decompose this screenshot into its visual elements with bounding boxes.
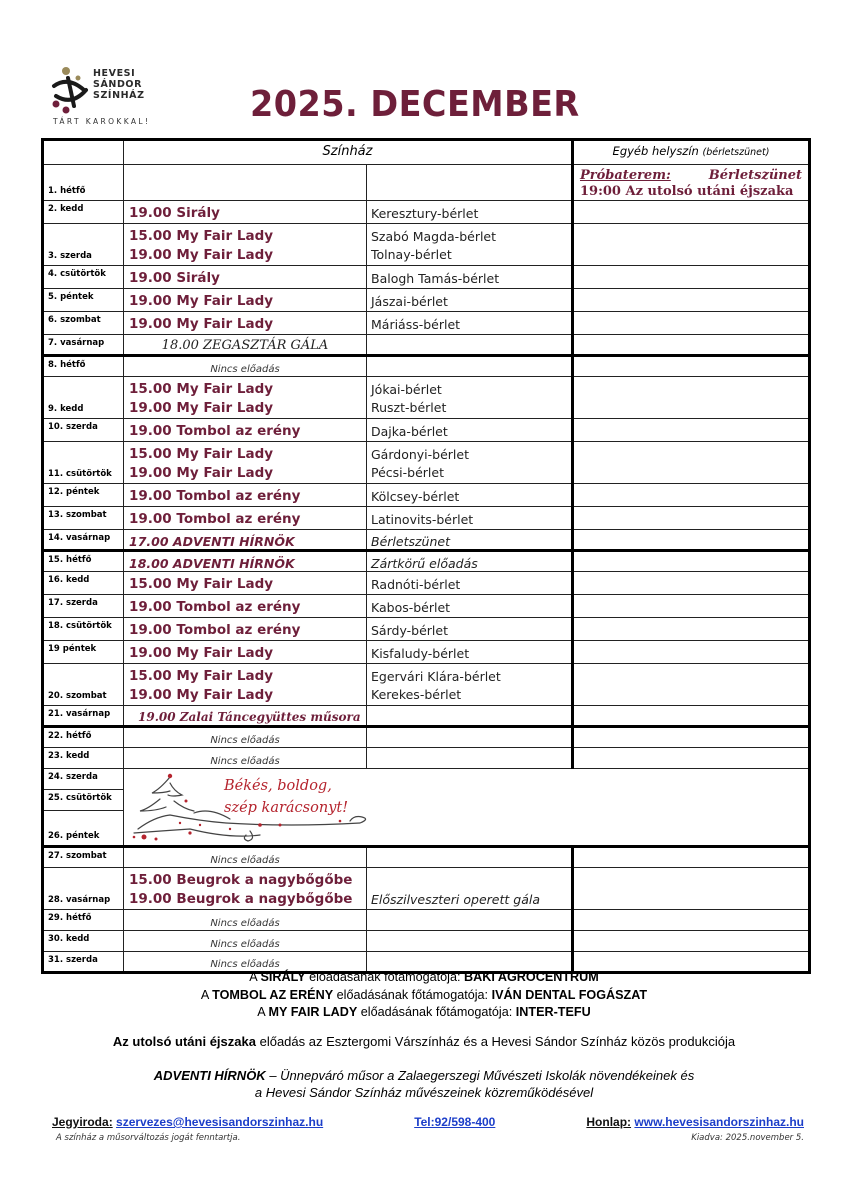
sponsor-line <box>13 986 836 1004</box>
day-cell <box>43 868 124 910</box>
greeting-line: szép karácsonyt! <box>224 800 349 816</box>
day-cell <box>43 706 124 727</box>
schedule-table <box>41 138 811 974</box>
greeting-line: Békés, boldog, <box>224 778 332 794</box>
show-title: 15.00 My Fair Lady <box>129 228 274 244</box>
pass-cell <box>367 266 573 289</box>
show-title: 19.00 Sirály <box>129 270 220 286</box>
other-venue-cell <box>573 706 810 727</box>
show-title: 19.00 Beugrok a nagybőgőbe <box>129 891 353 907</box>
table-header-row <box>43 140 810 165</box>
day-label: 14. vasárnap <box>48 533 111 543</box>
day-label: 2. kedd <box>48 204 84 214</box>
sponsor-prefix: A <box>249 969 257 984</box>
pass-cell <box>367 641 573 664</box>
box-office-label: Jegyiroda: <box>52 1115 113 1129</box>
day-label: 24. szerda <box>48 772 98 782</box>
show-cell <box>124 484 367 507</box>
pass-cell <box>367 224 573 266</box>
show-title: 19.00 My Fair Lady <box>129 247 274 263</box>
season-pass: Előszilveszteri operett gála <box>371 892 540 907</box>
season-pass: Jászai-bérlet <box>371 294 448 309</box>
sponsor-show: SIRÁLY <box>260 969 306 984</box>
table-row <box>43 266 810 289</box>
season-pass: Kerekes-bérlet <box>371 687 462 702</box>
show-title: 19.00 My Fair Lady <box>129 687 274 703</box>
show-title: 19.00 My Fair Lady <box>129 316 274 332</box>
show-title: 19.00 Tombol az erény <box>129 599 301 615</box>
pass-cell <box>367 530 573 551</box>
show-title: 19.00 My Fair Lady <box>129 293 274 309</box>
pass-cell <box>367 595 573 618</box>
other-venue-cell <box>573 484 810 507</box>
pass-cell <box>367 572 573 595</box>
table-row <box>43 419 810 442</box>
show-title: 15.00 Beugrok a nagybőgőbe <box>129 872 353 888</box>
show-cell <box>124 266 367 289</box>
show-cell <box>124 530 367 551</box>
show-cell <box>124 618 367 641</box>
season-pass: Tolnay-bérlet <box>371 247 452 262</box>
day-cell <box>43 910 124 931</box>
table-row <box>43 868 810 910</box>
show-cell <box>124 507 367 530</box>
day-label: 13. szombat <box>48 510 107 520</box>
other-venue-cell <box>573 664 810 706</box>
coproduction-note <box>0 1034 848 1049</box>
day-cell <box>43 224 124 266</box>
header-day-cell <box>43 140 124 165</box>
table-row <box>43 595 810 618</box>
other-venue-cell <box>573 641 810 664</box>
other-venue-cell <box>573 335 810 356</box>
day-label: 21. vasárnap <box>48 709 111 719</box>
sponsor-prefix: A <box>200 986 209 1002</box>
show-title: 17.00 ADVENTI HÍRNÖK <box>129 534 295 549</box>
logo-name <box>93 68 145 101</box>
pass-cell <box>367 312 573 335</box>
sponsor-mid: előadásának főtámogatója: <box>336 986 489 1002</box>
pass-cell <box>367 931 573 952</box>
other-venue-cell <box>573 572 810 595</box>
other-venue-cell <box>573 618 810 641</box>
table-row <box>43 530 810 551</box>
other-venue-cell <box>573 931 810 952</box>
day-cell <box>43 931 124 952</box>
show-title: 18.00 ZEGASZTÁR GÁLA <box>161 338 329 353</box>
other-venue-cell <box>573 165 810 201</box>
pass-cell <box>367 289 573 312</box>
sponsor-line <box>13 968 836 986</box>
day-label: 29. hétfő <box>48 913 92 923</box>
day-label: 26. péntek <box>48 831 100 841</box>
no-show-label: Nincs előadás <box>210 364 280 375</box>
show-title: 19.00 Tombol az erény <box>129 488 301 504</box>
table-row <box>43 727 810 748</box>
website-link[interactable]: www.hevesisandorszinhaz.hu <box>634 1115 804 1129</box>
footer-disclaimer: A színház a műsorváltozás jogát fenntartja. <box>56 1133 241 1143</box>
sponsor-name: INTER-TEFU <box>515 1004 591 1019</box>
day-cell <box>43 769 124 790</box>
web-label: Honlap: <box>586 1115 632 1129</box>
show-title: 15.00 My Fair Lady <box>129 576 274 592</box>
day-cell <box>43 618 124 641</box>
show-cell <box>124 289 367 312</box>
day-label: 6. szombat <box>48 315 101 325</box>
header-theatre: Színház <box>124 140 573 165</box>
day-label: 16. kedd <box>48 575 90 585</box>
pass-cell <box>367 727 573 748</box>
day-label: 7. vasárnap <box>48 338 105 348</box>
email-link[interactable]: szervezes@hevesisandorszinhaz.hu <box>116 1115 324 1129</box>
day-cell <box>43 377 124 419</box>
table-row <box>43 507 810 530</box>
logo-name-line: SZÍNHÁZ <box>93 90 145 101</box>
day-cell <box>43 847 124 868</box>
season-pass: Latinovits-bérlet <box>371 512 474 527</box>
day-label: 18. csütörtök <box>48 621 112 631</box>
day-label: 30. kedd <box>48 934 90 944</box>
other-venue-cell <box>573 847 810 868</box>
day-cell <box>43 201 124 224</box>
season-pass: Szabó Magda-bérlet <box>371 229 497 244</box>
other-venue-cell <box>573 748 810 769</box>
sponsor-mid: előadásának főtámogatója: <box>309 969 461 984</box>
other-venue-cell <box>573 419 810 442</box>
show-cell <box>124 910 367 931</box>
show-cell <box>124 572 367 595</box>
show-cell <box>124 356 367 377</box>
show-cell <box>124 312 367 335</box>
sponsor-name: IVÁN DENTAL FOGÁSZAT <box>491 986 648 1002</box>
season-pass: Máriáss-bérlet <box>371 317 461 332</box>
day-cell <box>43 595 124 618</box>
advent-note <box>0 1067 848 1101</box>
show-cell <box>124 419 367 442</box>
christmas-greeting <box>224 775 348 819</box>
show-title: 19.00 Sirály <box>129 205 220 221</box>
show-cell <box>124 847 367 868</box>
day-cell <box>43 664 124 706</box>
show-cell <box>124 335 367 356</box>
table-row <box>43 706 810 727</box>
show-title: 19.00 My Fair Lady <box>129 645 274 661</box>
pass-cell <box>367 910 573 931</box>
day-label: 27. szombat <box>48 851 107 861</box>
table-row <box>43 377 810 419</box>
no-show-label: Nincs előadás <box>210 735 280 746</box>
season-pass: Keresztury-bérlet <box>371 206 479 221</box>
day-cell <box>43 356 124 377</box>
season-pass: Kölcsey-bérlet <box>371 489 460 504</box>
show-cell <box>124 201 367 224</box>
show-cell <box>124 224 367 266</box>
pass-cell <box>367 551 573 572</box>
other-venue-cell <box>573 595 810 618</box>
season-pass: Balogh Tamás-bérlet <box>371 271 500 286</box>
day-label: 11. csütörtök <box>48 469 112 479</box>
advent-title: ADVENTI HÍRNÖK <box>153 1068 266 1083</box>
day-label: 9. kedd <box>48 404 84 414</box>
season-pass: Gárdonyi-bérlet <box>371 447 469 462</box>
table-row <box>43 769 810 790</box>
logo-tagline: TÁRT KAROKKAL! <box>53 117 151 126</box>
day-label: 8. hétfő <box>48 360 86 370</box>
day-label: 31. szerda <box>48 955 98 965</box>
show-title: 15.00 My Fair Lady <box>129 381 274 397</box>
day-cell <box>43 727 124 748</box>
table-row <box>43 551 810 572</box>
logo-name-line: SÁNDOR <box>93 79 143 90</box>
day-cell <box>43 165 124 201</box>
day-cell <box>43 748 124 769</box>
pass-cell <box>367 618 573 641</box>
table-row <box>43 165 810 201</box>
footer <box>56 1133 804 1143</box>
pass-cell <box>367 201 573 224</box>
sponsor-name: BAKI AGROCENTRUM <box>464 969 599 984</box>
other-venue-cell <box>573 356 810 377</box>
season-pass: Pécsi-bérlet <box>371 465 444 480</box>
other-venue-show <box>580 184 802 200</box>
pass-cell <box>367 847 573 868</box>
phone-link[interactable]: Tel:92/598-400 <box>414 1115 496 1129</box>
season-pass: Bérletszünet <box>371 534 450 549</box>
other-venue-cell <box>573 442 810 484</box>
day-cell <box>43 551 124 572</box>
show-cell <box>124 748 367 769</box>
day-cell <box>43 790 124 811</box>
season-pass: Ruszt-bérlet <box>371 400 447 415</box>
show-title: 15.00 My Fair Lady <box>129 446 274 462</box>
day-cell <box>43 266 124 289</box>
table-row <box>43 442 810 484</box>
pass-cell <box>367 335 573 356</box>
show-cell <box>124 727 367 748</box>
pass-cell <box>367 507 573 530</box>
pass-cell <box>367 484 573 507</box>
show-cell <box>124 641 367 664</box>
other-venue-cell <box>573 201 810 224</box>
pass-cell <box>367 868 573 910</box>
other-venue-time: 19:00 <box>580 184 621 199</box>
pass-cell <box>367 664 573 706</box>
show-title: 19.00 Tombol az erény <box>129 511 301 527</box>
header-other-venue <box>573 140 810 165</box>
no-show-label: Nincs előadás <box>210 918 280 929</box>
show-cell <box>124 664 367 706</box>
sponsor-show: MY FAIR LADY <box>268 1004 358 1019</box>
season-pass: Radnóti-bérlet <box>371 577 461 592</box>
day-cell <box>43 811 124 847</box>
day-label: 17. szerda <box>48 598 98 608</box>
sponsor-show: TOMBOL AZ ERÉNY <box>212 986 334 1002</box>
season-pass: Zártkörű előadás <box>371 556 478 571</box>
logo-name-line: HEVESI <box>93 68 136 79</box>
sponsor-mid: előadásának főtámogatója: <box>360 1004 513 1019</box>
pass-cell <box>367 706 573 727</box>
coproduction-title: Az utolsó utáni éjszaka <box>112 1034 256 1049</box>
day-label: 4. csütörtök <box>48 269 106 279</box>
day-cell <box>43 641 124 664</box>
show-title: 19.00 Zalai Táncegyüttes műsora <box>138 710 361 724</box>
other-venue-note: Bérletszünet <box>708 168 802 183</box>
table-row <box>43 356 810 377</box>
table-row <box>43 847 810 868</box>
day-label: 1. hétfő <box>48 186 86 196</box>
table-row <box>43 748 810 769</box>
day-cell <box>43 312 124 335</box>
page-title: 2025. DECEMBER <box>250 84 580 125</box>
other-venue-cell <box>573 868 810 910</box>
pass-cell <box>367 419 573 442</box>
show-cell <box>124 706 367 727</box>
table-row <box>43 931 810 952</box>
table-row <box>43 910 810 931</box>
other-venue-cell <box>573 910 810 931</box>
day-label: 12. péntek <box>48 487 100 497</box>
day-cell <box>43 484 124 507</box>
table-row <box>43 572 810 595</box>
season-pass: Egervári Klára-bérlet <box>371 669 501 684</box>
other-venue-cell <box>573 377 810 419</box>
other-venue-cell <box>573 224 810 266</box>
show-cell <box>124 377 367 419</box>
header-other-note: (bérletszünet) <box>702 147 770 158</box>
advent-line2: a Hevesi Sándor Színház művészeinek közreműködésével <box>254 1085 594 1100</box>
show-cell <box>124 931 367 952</box>
show-title: 19.00 Tombol az erény <box>129 622 301 638</box>
other-venue-location: Próbaterem: <box>580 168 671 183</box>
no-show-label: Nincs előadás <box>210 959 280 970</box>
day-cell <box>43 507 124 530</box>
day-label: 28. vasárnap <box>48 895 111 905</box>
show-cell <box>124 868 367 910</box>
table-row <box>43 641 810 664</box>
day-label: 15. hétfő <box>48 555 92 565</box>
table-row <box>43 289 810 312</box>
other-venue-title: Az utolsó utáni éjszaka <box>625 184 794 199</box>
other-venue-cell <box>573 727 810 748</box>
table-row <box>43 618 810 641</box>
day-label: 10. szerda <box>48 422 98 432</box>
show-title: 18.00 ADVENTI HÍRNÖK <box>129 556 295 571</box>
day-cell <box>43 335 124 356</box>
table-row <box>43 335 810 356</box>
show-cell <box>124 442 367 484</box>
other-venue-header <box>580 168 802 184</box>
pass-cell <box>367 442 573 484</box>
day-cell <box>43 572 124 595</box>
day-label: 3. szerda <box>48 251 92 261</box>
table-row <box>43 312 810 335</box>
season-pass: Sárdy-bérlet <box>371 623 448 638</box>
day-cell <box>43 289 124 312</box>
show-cell <box>124 165 367 201</box>
footer-issued-date: Kiadva: 2025.november 5. <box>691 1133 804 1143</box>
coproduction-text: előadás az Esztergomi Várszínház és a Hevesi Sándor Színház közös produkciója <box>259 1034 736 1049</box>
table-row <box>43 224 810 266</box>
contact-bar <box>52 1115 804 1129</box>
logo-mark-icon <box>50 66 94 116</box>
day-label: 22. hétfő <box>48 731 92 741</box>
show-title: 15.00 My Fair Lady <box>129 668 274 684</box>
pass-cell <box>367 165 573 201</box>
pass-cell <box>367 377 573 419</box>
header-other-label: Egyéb helyszín <box>612 144 699 158</box>
day-label: 5. péntek <box>48 292 94 302</box>
day-cell <box>43 530 124 551</box>
table-row <box>43 664 810 706</box>
season-pass: Jókai-bérlet <box>371 382 442 397</box>
other-venue-cell <box>573 312 810 335</box>
christmas-greeting-cell <box>124 769 810 847</box>
day-label: 19 péntek <box>48 644 97 654</box>
no-show-label: Nincs előadás <box>210 939 280 950</box>
season-pass: Dajka-bérlet <box>371 424 448 439</box>
other-venue-cell <box>573 530 810 551</box>
day-label: 23. kedd <box>48 751 90 761</box>
sponsor-prefix: A <box>257 1004 266 1019</box>
other-venue-cell <box>573 507 810 530</box>
show-title: 19.00 Tombol az erény <box>129 423 301 439</box>
advent-line1: – Ünnepváró műsor a Zalaegerszegi Művészeti Iskolák növendékeinek és <box>269 1068 695 1083</box>
show-title: 19.00 My Fair Lady <box>129 400 274 416</box>
season-pass: Kisfaludy-bérlet <box>371 646 470 661</box>
theatre-logo <box>50 66 170 128</box>
day-cell <box>43 442 124 484</box>
day-label: 25. csütörtök <box>48 793 112 803</box>
season-pass: Kabos-bérlet <box>371 600 451 615</box>
no-show-label: Nincs előadás <box>210 756 280 767</box>
no-show-label: Nincs előadás <box>210 855 280 866</box>
pass-cell <box>367 356 573 377</box>
sponsors-block <box>13 968 836 1021</box>
pass-cell <box>367 748 573 769</box>
show-title: 19.00 My Fair Lady <box>129 465 274 481</box>
day-label: 20. szombat <box>48 691 107 701</box>
show-cell <box>124 551 367 572</box>
other-venue-cell <box>573 289 810 312</box>
other-venue-cell <box>573 266 810 289</box>
show-cell <box>124 595 367 618</box>
table-row <box>43 484 810 507</box>
sponsor-line <box>13 1003 836 1021</box>
day-cell <box>43 419 124 442</box>
table-row <box>43 201 810 224</box>
other-venue-cell <box>573 551 810 572</box>
